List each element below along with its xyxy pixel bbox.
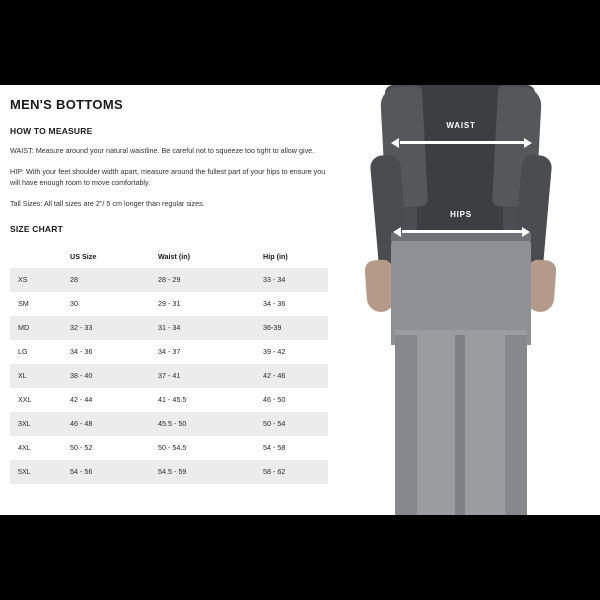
cell-waist: 31 - 34	[150, 316, 255, 340]
cell-size: XXL	[10, 388, 62, 412]
cell-us-size: 34 - 36	[62, 340, 150, 364]
cell-hip: 54 - 58	[255, 436, 328, 460]
cell-waist: 54.5 - 59	[150, 460, 255, 484]
cell-waist: 50 - 54.5	[150, 436, 255, 460]
table-row	[10, 268, 328, 292]
waist-instruction: WAIST: Measure around your natural waistline. Be careful not to squeeze too tight to allow give.	[10, 146, 315, 155]
cell-us-size: 30	[62, 292, 150, 316]
waist-arrow-left-icon	[391, 138, 399, 148]
tall-sizes-note: Tall Sizes: All tall sizes are 2"/ 5 cm longer than regular sizes.	[10, 199, 205, 209]
cell-size: XS	[10, 268, 62, 292]
cell-hip: 33 - 34	[255, 268, 328, 292]
table-row	[10, 436, 328, 460]
size-chart-table	[10, 246, 328, 484]
page-title: MEN'S BOTTOMS	[10, 97, 123, 112]
cell-hip: 58 - 62	[255, 460, 328, 484]
cell-us-size: 42 - 44	[62, 388, 150, 412]
leg-separation-shading	[455, 335, 465, 515]
table-row	[10, 316, 328, 340]
cell-waist: 37 - 41	[150, 364, 255, 388]
cell-waist: 41 - 45.5	[150, 388, 255, 412]
cell-us-size: 28	[62, 268, 150, 292]
waist-label: WAIST	[446, 121, 476, 130]
table-row	[10, 340, 328, 364]
cell-waist: 45.5 - 50	[150, 412, 255, 436]
column-header-hip: Hip (in)	[255, 246, 328, 268]
size-chart-heading: SIZE CHART	[10, 223, 63, 234]
cell-us-size: 50 - 52	[62, 436, 150, 460]
cell-size: 3XL	[10, 412, 62, 436]
hip-instruction: HIP: With your feet shoulder width apart, measure around the fullest part of your hips to ensure you will have enough room to move comfortably.	[10, 167, 326, 187]
hips-shape	[391, 235, 531, 345]
cell-size: 4XL	[10, 436, 62, 460]
cell-size: LG	[10, 340, 62, 364]
size-guide-content	[10, 97, 350, 484]
cell-us-size: 46 - 48	[62, 412, 150, 436]
cell-us-size: 32 - 33	[62, 316, 150, 340]
column-header-waist: Waist (in)	[150, 246, 255, 268]
column-header-us-size: US Size	[62, 246, 150, 268]
hips-label: HIPS	[450, 210, 472, 219]
cell-size: XL	[10, 364, 62, 388]
hips-measure-line	[402, 230, 522, 233]
cell-hip: 36-39	[255, 316, 328, 340]
cell-waist: 29 - 31	[150, 292, 255, 316]
table-row	[10, 412, 328, 436]
cell-size: 5XL	[10, 460, 62, 484]
how-to-measure-heading: HOW TO MEASURE	[10, 126, 93, 136]
right-leg-shading	[505, 335, 527, 515]
cell-waist: 28 - 29	[150, 268, 255, 292]
hips-arrow-left-icon	[393, 227, 401, 237]
table-row	[10, 292, 328, 316]
cell-size: SM	[10, 292, 62, 316]
cell-hip: 39 - 42	[255, 340, 328, 364]
cell-us-size: 54 - 56	[62, 460, 150, 484]
waist-arrow-right-icon	[524, 138, 532, 148]
measurement-diagram	[355, 85, 600, 515]
cell-hip: 46 - 50	[255, 388, 328, 412]
size-guide-page	[0, 85, 600, 515]
cell-hip: 42 - 46	[255, 364, 328, 388]
column-header-size	[10, 246, 62, 268]
cell-us-size: 38 - 40	[62, 364, 150, 388]
table-row	[10, 364, 328, 388]
waist-measure-line	[400, 141, 524, 144]
table-header-row	[10, 246, 328, 268]
cell-hip: 34 - 36	[255, 292, 328, 316]
hips-arrow-right-icon	[522, 227, 530, 237]
table-row	[10, 460, 328, 484]
table-row	[10, 388, 328, 412]
cell-size: MD	[10, 316, 62, 340]
cell-waist: 34 - 37	[150, 340, 255, 364]
torso-shading	[417, 85, 503, 253]
left-leg-shading	[395, 335, 417, 515]
waistband-shape	[391, 233, 531, 241]
cell-hip: 50 - 54	[255, 412, 328, 436]
